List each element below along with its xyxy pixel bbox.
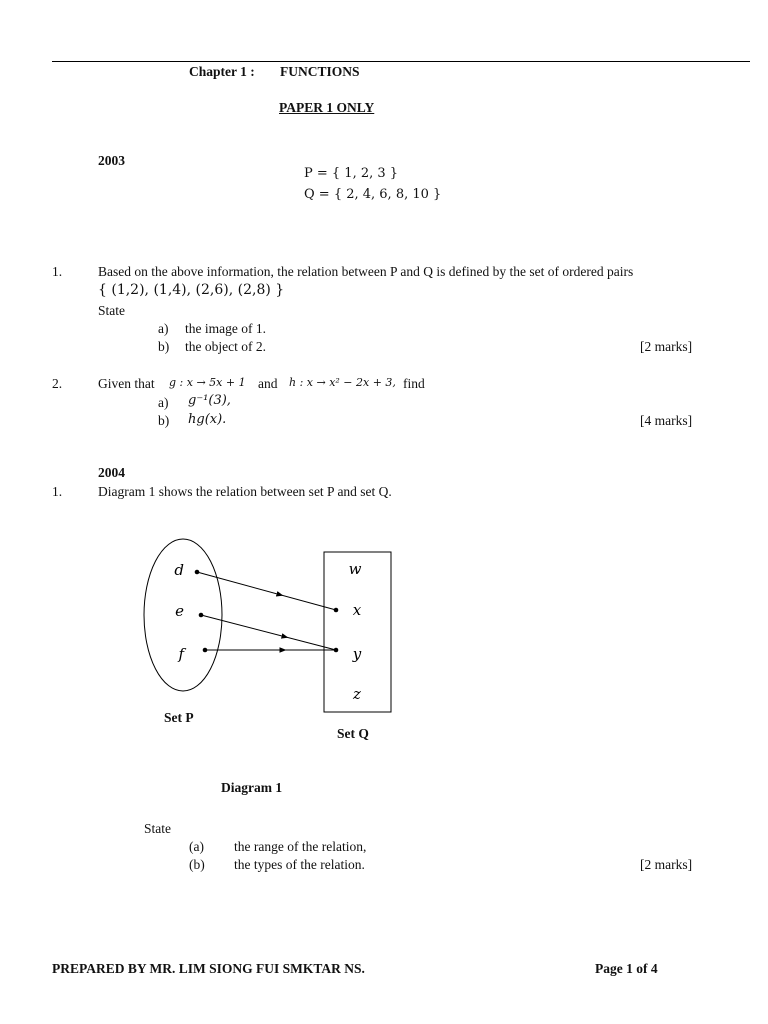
marks-label: [2 marks]: [640, 339, 693, 354]
question-and: and: [258, 376, 278, 391]
top-rule: [52, 61, 750, 62]
set-q-label: Set Q: [337, 726, 369, 741]
part-text: g⁻¹(3),: [188, 393, 231, 408]
question-given: Given that: [98, 376, 155, 391]
mapping-line-d-x: [197, 572, 336, 610]
set-p-element: d: [174, 561, 184, 579]
set-q-element: w: [348, 560, 362, 578]
part-label: b): [158, 339, 170, 354]
chapter-label: Chapter 1 :: [189, 64, 255, 79]
footer-page-number: Page 1 of 4: [595, 961, 658, 976]
year-2003-heading: 2003: [98, 153, 125, 168]
year-2004-heading: 2004: [98, 465, 125, 480]
part-label: (b): [189, 857, 205, 872]
function-h-definition: h : x → x² − 2x + 3,: [289, 376, 396, 389]
part-text: the range of the relation,: [234, 839, 367, 854]
set-p-label: Set P: [164, 710, 194, 725]
ordered-pairs: { (1,2), (1,4), (2,6), (2,8) }: [98, 282, 285, 298]
question-text: Diagram 1 shows the relation between set P and set Q.: [98, 484, 392, 499]
state-label: State: [144, 821, 171, 836]
part-label: a): [158, 395, 169, 410]
set-p-definition: P = { 1, 2, 3 }: [304, 166, 399, 181]
diagram-caption: Diagram 1: [221, 780, 283, 795]
part-text: the image of 1.: [185, 321, 266, 336]
question-find: find: [403, 376, 425, 391]
question-text: Based on the above information, the relation between P and Q is defined by the set of ordered pairs: [98, 264, 634, 279]
set-p-element: e: [175, 602, 184, 620]
question-number: 2.: [52, 376, 63, 391]
part-text: hg(x).: [188, 412, 227, 427]
set-q-element: y: [352, 645, 362, 663]
function-g-definition: g : x → 5x + 1: [169, 376, 246, 389]
part-text: the types of the relation.: [234, 857, 365, 872]
question-number: 1.: [52, 264, 63, 279]
part-text: the object of 2.: [185, 339, 266, 354]
question-number: 1.: [52, 484, 63, 499]
marks-label: [4 marks]: [640, 413, 693, 428]
part-label: (a): [189, 839, 204, 854]
set-q-element: x: [352, 601, 362, 619]
set-q-definition: Q = { 2, 4, 6, 8, 10 }: [304, 187, 442, 202]
marks-label: [2 marks]: [640, 857, 693, 872]
set-p-element: f: [178, 645, 184, 663]
part-label: a): [158, 321, 169, 336]
state-label: State: [98, 303, 125, 318]
paper-title: PAPER 1 ONLY: [279, 100, 375, 115]
footer-prepared-by: PREPARED BY MR. LIM SIONG FUI SMKTAR NS.: [52, 961, 365, 976]
set-q-element: z: [353, 685, 361, 703]
part-label: b): [158, 413, 170, 428]
chapter-topic: FUNCTIONS: [280, 64, 360, 79]
